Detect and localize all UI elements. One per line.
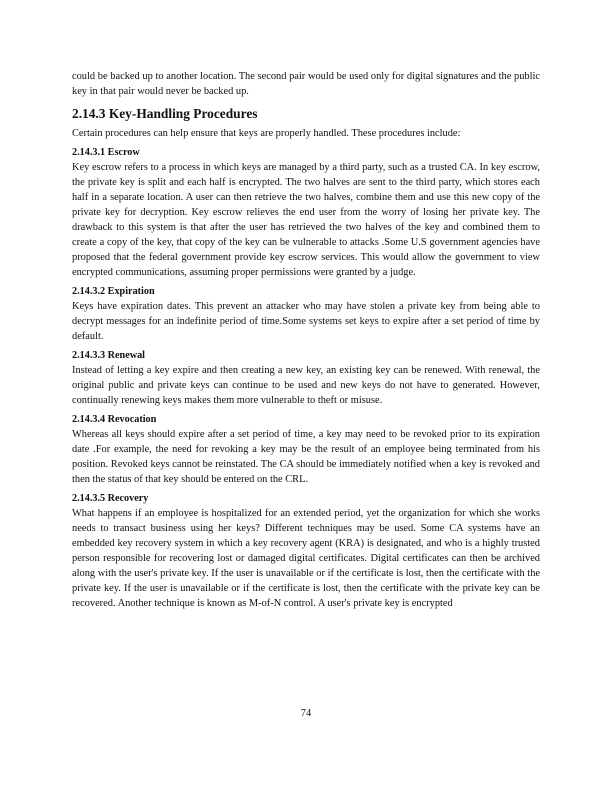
- renewal-paragraph: Instead of letting a key expire and then creating a new key, an existing key can be renewed. With renewal, the original public and private keys can continue to be used and new keys do not have to generated. However, continually renewing keys makes them more vulnerable to theft or misuse.: [72, 365, 540, 406]
- revocation-paragraph: Whereas all keys should expire after a set period of time, a key may need to be revoked prior to its expiration date .For example, the need for revoking a key may be the result of an employee being terminated from his position. Revoked keys cannot be reinstated. The CA should be immediately notified when a key is revoked and then the status of that key should be entered on the CRL.: [72, 429, 540, 485]
- recovery-paragraph: What happens if an employee is hospitalized for an extended period, yet the organization for which she works needs to transact business using her keys? Different techniques may be used. Some CA systems have an embedded key recovery system in which a key recovery agent (KRA) is designated, and who is a highly trusted person responsible for recovering lost or damaged digital certificates. Digital certificates can then be archived along with the user's private key. If the user is unavailable or if the certificate is lost, then the certificate with the private key. If the user is unavailable or if the certificate is lost, then the certificate with the private key can be recovered. Another technique is known as M-of-N control. A user's private key is encrypted: [72, 508, 540, 609]
- section-heading: 2.14.3 Key-Handling Procedures: [72, 106, 258, 121]
- intro-paragraph: could be backed up to another location. The second pair would be used only for digital signatures and the public key in that pair would never be backed up.: [72, 71, 540, 97]
- section-intro: Certain procedures can help ensure that keys are properly handled. These procedures include:: [72, 128, 461, 139]
- expiration-heading: 2.14.3.2 Expiration: [72, 286, 155, 297]
- expiration-paragraph: Keys have expiration dates. This prevent an attacker who may have stolen a private key from being able to decrypt messages for an indefinite period of time.Some systems set keys to expire after a set period of time by default.: [72, 301, 540, 342]
- page-content: [72, 69, 540, 611]
- recovery-heading: 2.14.3.5 Recovery: [72, 493, 149, 504]
- escrow-paragraph: Key escrow refers to a process in which keys are managed by a third party, such as a trusted CA. In key escrow, the private key is split and each half is encrypted. The two halves are sent to the third party, which stores each half in a separate location. A user can then retrieve the two halves, combine them and use this new copy of the private key for decryption. Key escrow relieves the end user from the worry of losing her private key. The drawback to this system is that after the user has retrieved the two halves of the key and combined them to create a copy of the key, that copy of the key can be vulnerable to attacks .Some U.S government agencies have proposed that the federal government provide key escrow services. This would allow the government to view encrypted communications, assuming proper permissions were granted by a judge.: [72, 162, 540, 278]
- page-number: 74: [300, 708, 312, 719]
- escrow-heading: 2.14.3.1 Escrow: [72, 147, 140, 158]
- renewal-heading: 2.14.3.3 Renewal: [72, 350, 146, 361]
- revocation-heading: 2.14.3.4 Revocation: [72, 414, 157, 425]
